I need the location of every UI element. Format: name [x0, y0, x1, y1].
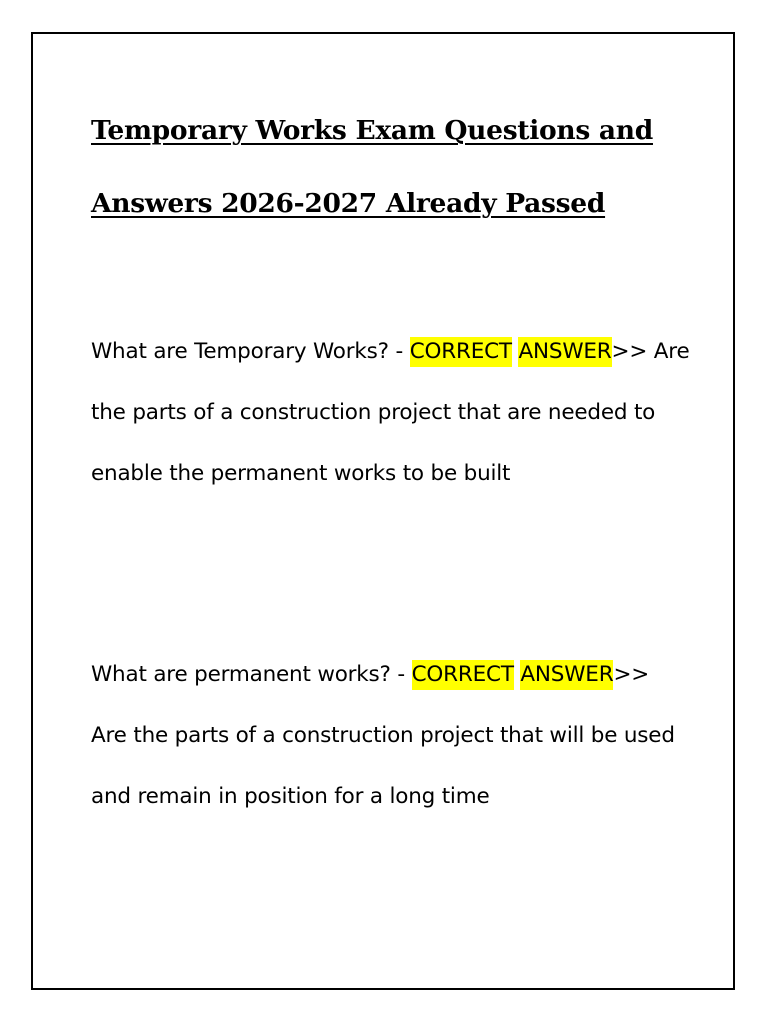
qa-item-1: [91, 321, 691, 504]
answer-text: >> Are the parts of a construction project that will be used and remain in position for a long time: [91, 662, 675, 809]
answer-marker: ANSWER: [520, 660, 613, 690]
correct-marker: CORRECT: [412, 660, 514, 690]
answer-marker: ANSWER: [518, 337, 611, 367]
question-text: What are Temporary Works? -: [91, 339, 404, 364]
answer-text: >> Are the parts of a construction project that are needed to enable the permanent works to be built: [91, 339, 690, 486]
correct-marker: CORRECT: [410, 337, 512, 367]
document-title: Temporary Works Exam Questions and Answers 2026-2027 Already Passed: [91, 115, 653, 219]
document-page: [31, 32, 735, 990]
qa-item-2: [91, 644, 691, 827]
question-text: What are permanent works? -: [91, 662, 405, 687]
